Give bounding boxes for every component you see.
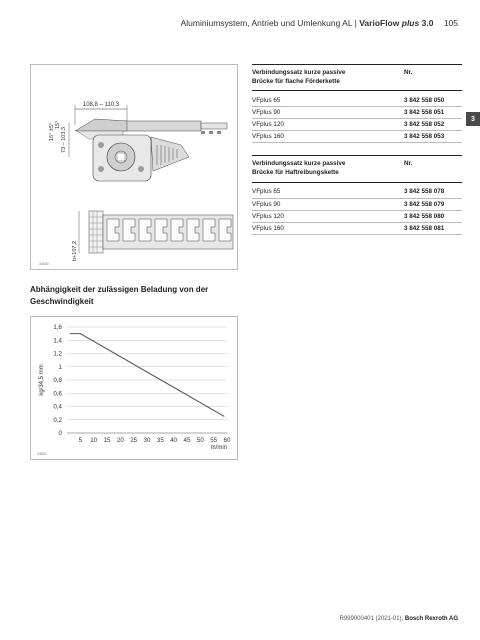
header-section: Aluminiumsystem, Antrieb und Umlenkung AL | (180, 18, 357, 28)
side-view (75, 119, 227, 181)
table-header-title: Verbindungssatz kurze passive Brücke für Haftreibungskette (252, 156, 404, 182)
table-header-row (252, 65, 462, 91)
table-row: VFplus 120 3 842 558 080 (252, 210, 462, 222)
y-tick-label: 0,2 (53, 416, 62, 424)
x-tick-label: 35 (156, 437, 164, 444)
table-row: VFplus 90 3 842 558 051 (252, 107, 462, 119)
table-row: VFplus 65 3 842 558 078 (252, 186, 462, 198)
section-title: Abhängigkeit der zulässigen Beladung von der Geschwindigkeit (30, 285, 209, 307)
table-friction-chain (252, 155, 462, 234)
y-tick-label: 0,4 (53, 403, 62, 411)
part-tables (252, 64, 462, 235)
y-tick-label: 0,8 (53, 377, 62, 384)
x-tick-label: 40 (170, 437, 178, 444)
table-row: VFplus 120 3 842 558 052 (252, 119, 462, 131)
y-tick-label: 0,6 (53, 390, 62, 398)
series-line (70, 334, 225, 417)
table-header-nr: Nr. (404, 65, 462, 91)
page-header (181, 18, 458, 28)
technical-drawing (30, 64, 238, 270)
dim-angle-lower-label: 15° (55, 120, 61, 129)
x-tick-label: 15 (103, 437, 111, 444)
footer-doc: R999000401 (2021-01), (339, 616, 404, 622)
x-tick-label: 30 (143, 437, 151, 444)
drawing-code: 34830 (39, 262, 49, 266)
table-header-nr: Nr. (404, 156, 462, 182)
table-flat-chain (252, 64, 462, 143)
page-footer (339, 616, 458, 622)
table-header-row (252, 156, 462, 182)
chapter-tab: 3 (466, 112, 480, 126)
dim-angle-label: 15° ±5° (49, 122, 55, 141)
x-tick-label: 55 (210, 437, 218, 444)
y-tick-label: 1,6 (53, 324, 62, 331)
header-brand: VarioFlow plus 3.0 (359, 18, 434, 28)
chart-code: 34831 (37, 452, 47, 456)
dim-width-label: b+107,2 (72, 240, 78, 261)
y-tick-label: 1,2 (53, 350, 62, 358)
x-tick-label: 20 (116, 437, 124, 444)
y-tick-label: 1 (58, 363, 62, 371)
page-number: 105 (443, 18, 458, 28)
x-tick-label: 60 (223, 437, 231, 444)
x-axis-label: m/min (210, 445, 227, 451)
top-view (72, 211, 233, 261)
dim-top-label: 108,8 – 110,3 (82, 102, 120, 108)
x-tick-label: 45 (183, 437, 191, 444)
x-tick-label: 10 (90, 437, 98, 444)
load-speed-chart (30, 316, 238, 460)
table-row: VFplus 90 3 842 558 079 (252, 198, 462, 210)
y-tick-label: 1,4 (53, 337, 62, 345)
x-tick-label: 50 (196, 437, 204, 444)
chart-svg (31, 317, 239, 461)
table-row: VFplus 160 3 842 558 053 (252, 131, 462, 143)
table-row: VFplus 160 3 842 558 081 (252, 222, 462, 234)
table-row: VFplus 65 3 842 558 050 (252, 95, 462, 107)
x-tick-label: 5 (78, 437, 83, 444)
drawing-svg (31, 65, 239, 271)
x-tick-label: 25 (130, 437, 138, 444)
table-header-title: Verbindungssatz kurze passive Brücke für flache Förderkette (252, 65, 404, 91)
y-tick-label: 0 (58, 430, 62, 437)
dim-height-label: 73 – 103,3 (61, 127, 67, 153)
y-axis-label: kg/34,5 mm (39, 364, 45, 396)
footer-company: Bosch Rexroth AG (404, 616, 458, 622)
